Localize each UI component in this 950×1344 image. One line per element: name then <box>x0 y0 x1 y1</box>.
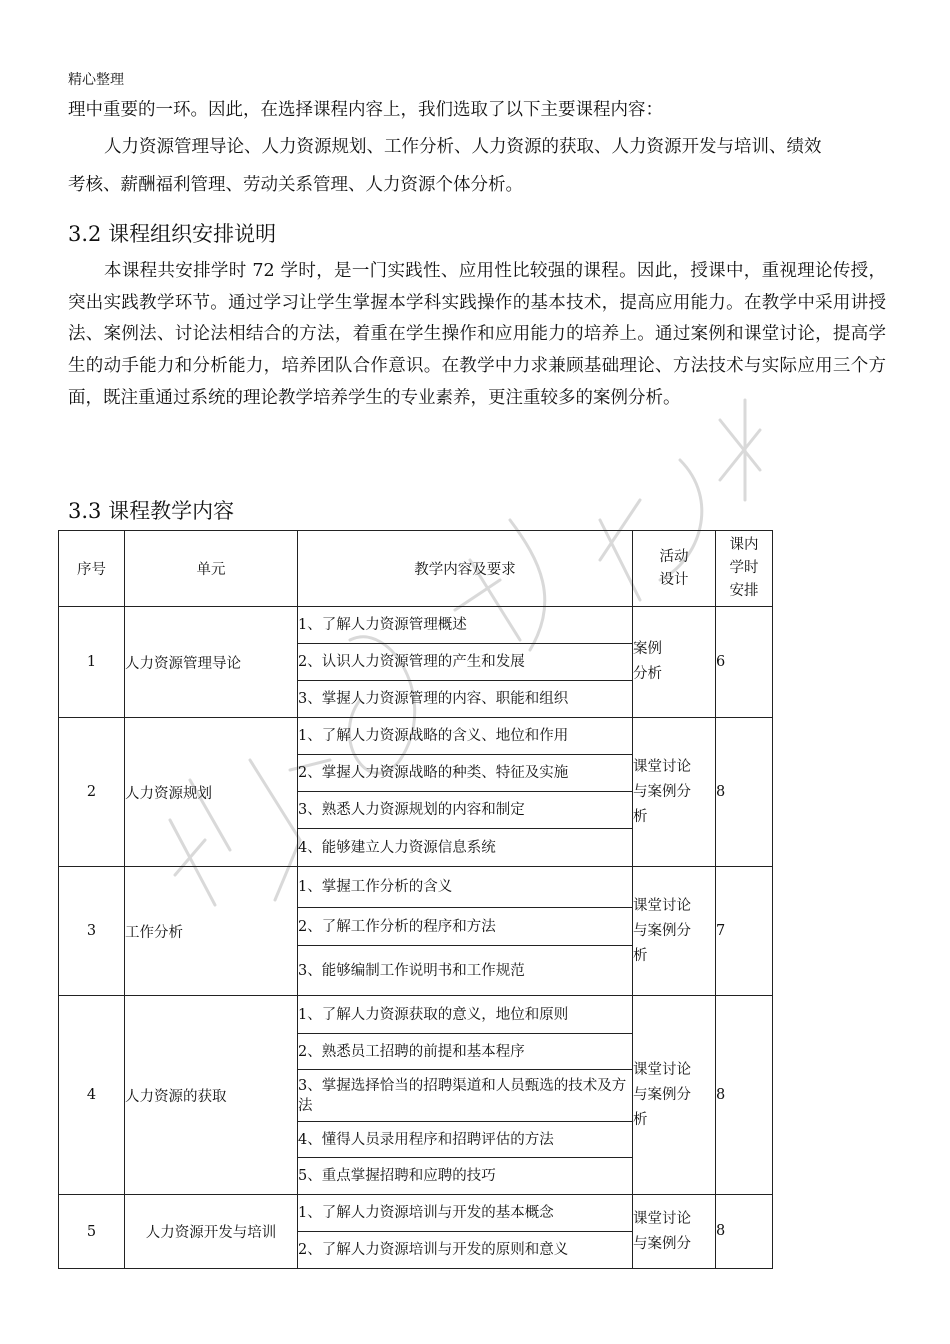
row-activity: 案例 分析 <box>633 607 716 718</box>
header-unit: 单元 <box>125 531 298 607</box>
section-3-2-body: 本课程共安排学时 72 学时，是一门实践性、应用性比较强的课程。因此，授课中，重视理论传授，突出实践教学环节。通过学习让学生掌握本学科实践操作的基本技术，提高应用能力。在教学中采用讲授法、案例法、讨论法相结合的方法，着重在学生操作和应用能力的培养上。通过案例和课堂讨论，提高学生的动手能力和分析能力，培养团队合作意识。在教学中力求兼顾基础理论、方法技术与实际应用三个方面，既注重通过系统的理论教学培养学生的专业素养，更注重较多的案例分析。 <box>68 261 886 408</box>
content-item: 2、了解工作分析的程序和方法 <box>298 908 633 946</box>
row-hours: 6 <box>716 607 773 718</box>
section-3-3-heading: 3.3 课程教学内容 <box>68 499 235 523</box>
row-hours: 8 <box>716 718 773 867</box>
row-activity: 课堂讨论 与案例分 析 <box>633 996 716 1195</box>
table-row <box>59 867 773 908</box>
content-item: 2、掌握人力资源战略的种类、特征及实施 <box>298 755 633 792</box>
content-item: 2、熟悉员工招聘的前提和基本程序 <box>298 1034 633 1070</box>
page-header: 精心整理 <box>68 72 124 88</box>
content-item: 1、了解人力资源战略的含义、地位和作用 <box>298 718 633 755</box>
content-item: 1、掌握工作分析的含义 <box>298 867 633 908</box>
row-activity: 课堂讨论 与案例分 <box>633 1195 716 1269</box>
table-header-row <box>59 531 773 607</box>
header-no: 序号 <box>59 531 125 607</box>
header-content: 教学内容及要求 <box>298 531 633 607</box>
row-unit: 工作分析 <box>125 867 298 996</box>
course-content-table <box>58 530 773 1269</box>
row-activity: 课堂讨论 与案例分 析 <box>633 867 716 996</box>
row-unit: 人力资源开发与培训 <box>125 1195 298 1269</box>
content-item: 4、懂得人员录用程序和招聘评估的方法 <box>298 1122 633 1158</box>
table-row <box>59 718 773 755</box>
section-3-2-heading: 3.2 课程组织安排说明 <box>68 222 277 246</box>
row-no: 2 <box>59 718 125 867</box>
content-item: 3、能够编制工作说明书和工作规范 <box>298 946 633 996</box>
intro-line-1: 理中重要的一环。因此，在选择课程内容上，我们选取了以下主要课程内容： <box>68 100 663 120</box>
table-row <box>59 996 773 1034</box>
row-no: 1 <box>59 607 125 718</box>
row-no: 4 <box>59 996 125 1195</box>
content-item: 4、能够建立人力资源信息系统 <box>298 829 633 867</box>
content-item: 2、认识人力资源管理的产生和发展 <box>298 644 633 681</box>
content-item: 1、了解人力资源培训与开发的基本概念 <box>298 1195 633 1232</box>
content-item: 1、了解人力资源获取的意义，地位和原则 <box>298 996 633 1034</box>
row-unit: 人力资源管理导论 <box>125 607 298 718</box>
row-activity: 课堂讨论 与案例分 析 <box>633 718 716 867</box>
row-unit: 人力资源规划 <box>125 718 298 867</box>
content-item: 3、掌握选择恰当的招聘渠道和人员甄选的技术及方法 <box>298 1070 633 1122</box>
row-hours: 7 <box>716 867 773 996</box>
row-hours: 8 <box>716 1195 773 1269</box>
content-item: 2、了解人力资源培训与开发的原则和意义 <box>298 1232 633 1269</box>
header-activity: 活动 设计 <box>633 531 716 607</box>
row-no: 3 <box>59 867 125 996</box>
content-item: 3、掌握人力资源管理的内容、职能和组织 <box>298 681 633 718</box>
intro-line-3: 考核、薪酬福利管理、劳动关系管理、人力资源个体分析。 <box>68 175 523 195</box>
content-item: 3、熟悉人力资源规划的内容和制定 <box>298 792 633 829</box>
content-item: 1、了解人力资源管理概述 <box>298 607 633 644</box>
row-unit: 人力资源的获取 <box>125 996 298 1195</box>
row-no: 5 <box>59 1195 125 1269</box>
content-item: 5、重点掌握招聘和应聘的技巧 <box>298 1158 633 1195</box>
row-hours: 8 <box>716 996 773 1195</box>
table-row <box>59 1195 773 1232</box>
intro-line-2: 人力资源管理导论、人力资源规划、工作分析、人力资源的获取、人力资源开发与培训、绩效 <box>104 137 822 157</box>
table-row <box>59 607 773 644</box>
header-hours: 课内 学时 安排 <box>716 531 773 607</box>
